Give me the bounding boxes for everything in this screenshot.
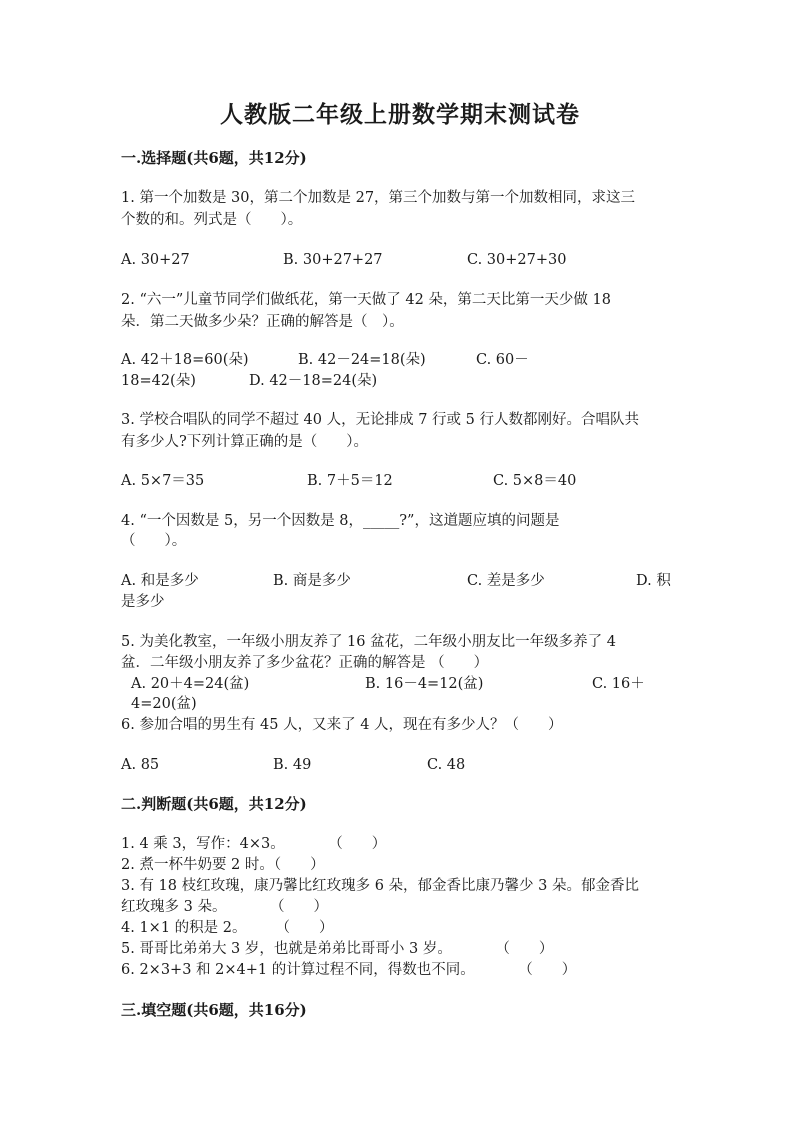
question-4-text-cont: （ ）。: [121, 533, 187, 549]
question-2-option-b: B. 42－24=18(朵): [298, 352, 426, 368]
question-5-option-a: A. 20＋4=24(盆): [131, 676, 250, 692]
question-2-option-d: D. 42－18=24(朵): [249, 373, 378, 389]
question-4-option-c: C. 差是多少: [467, 573, 545, 589]
question-3-option-a: A. 5×7＝35: [121, 473, 205, 489]
page-title: 人教版二年级上册数学期末测试卷: [220, 101, 580, 128]
question-5-option-b: B. 16－4=12(盆): [365, 676, 484, 692]
question-2-text: 2. “六一”儿童节同学们做纸花，第一天做了 42 朵，第二天比第一天少做 18: [121, 292, 611, 308]
question-2-option-c: C. 60－: [476, 352, 529, 368]
question-2-text-cont: 朵．第二天做多少朵？正确的解答是（ ）。: [121, 314, 404, 330]
question-1-option-a: A. 30+27: [121, 252, 190, 268]
judgment-item-3-cont: 红玫瑰多 3 朵。 （ ）: [121, 899, 328, 915]
question-3-option-c: C. 5×8＝40: [493, 473, 577, 489]
judgment-item-6: 6. 2×3+3 和 2×4+1 的计算过程不同，得数也不同。 （ ）: [121, 962, 577, 978]
question-4-option-a: A. 和是多少: [121, 573, 199, 589]
judgment-item-4: 4. 1×1 的积是 2。 （ ）: [121, 920, 334, 936]
section-heading-judgment: 二.判断题(共6题，共12分): [121, 795, 307, 813]
question-4-option-d-cont: 是多少: [121, 594, 165, 610]
question-6-option-a: A. 85: [121, 757, 160, 773]
question-1-option-c: C. 30+27+30: [467, 252, 567, 268]
question-6-option-c: C. 48: [427, 757, 466, 773]
question-5-text: 5. 为美化教室，一年级小朋友养了 16 盆花，二年级小朋友比一年级多养了 4: [121, 634, 616, 650]
question-3-option-b: B. 7＋5＝12: [307, 473, 393, 489]
question-1-text: 1. 第一个加数是 30，第二个加数是 27，第三个加数与第一个加数相同，求这三: [121, 190, 636, 206]
question-4-option-d: D. 积: [636, 573, 671, 589]
question-4-option-b: B. 商是多少: [273, 573, 351, 589]
section-heading-fill-in: 三.填空题(共6题，共16分): [121, 1001, 307, 1019]
judgment-item-3: 3. 有 18 枝红玫瑰，康乃馨比红玫瑰多 6 朵，郁金香比康乃馨少 3 朵。郁金香比: [121, 878, 639, 894]
question-6-option-b: B. 49: [273, 757, 312, 773]
question-5-text-cont: 盆．二年级小朋友养了多少盆花？正确的解答是 （ ）: [121, 655, 489, 671]
question-4-text: 4. “一个因数是 5，另一个因数是 8，_____?”，这道题应填的问题是: [121, 513, 560, 529]
question-3-text-cont: 有多少人?下列计算正确的是（ ）。: [121, 434, 369, 450]
question-5-option-c: C. 16＋: [592, 676, 645, 692]
section-heading-choice: 一.选择题(共6题，共12分): [121, 149, 307, 167]
judgment-item-5: 5. 哥哥比弟弟大 3 岁，也就是弟弟比哥哥小 3 岁。 （ ）: [121, 941, 554, 957]
question-1-text-cont: 个数的和。列式是（ ）。: [121, 212, 303, 228]
judgment-item-1: 1. 4 乘 3，写作：4×3。 （ ）: [121, 836, 387, 852]
question-1-option-b: B. 30+27+27: [283, 252, 383, 268]
question-2-option-c-cont: 18=42(朵): [121, 373, 196, 389]
question-3-text: 3. 学校合唱队的同学不超过 40 人，无论排成 7 行或 5 行人数都刚好。合唱队共: [121, 412, 639, 428]
judgment-item-2: 2. 煮一杯牛奶要 2 时。（ ）: [121, 857, 325, 873]
question-5-option-c-cont: 4=20(盆): [131, 696, 197, 712]
question-6-text: 6. 参加合唱的男生有 45 人，又来了 4 人，现在有多少人？（ ）: [121, 717, 563, 733]
question-2-option-a: A. 42＋18=60(朵): [121, 352, 249, 368]
